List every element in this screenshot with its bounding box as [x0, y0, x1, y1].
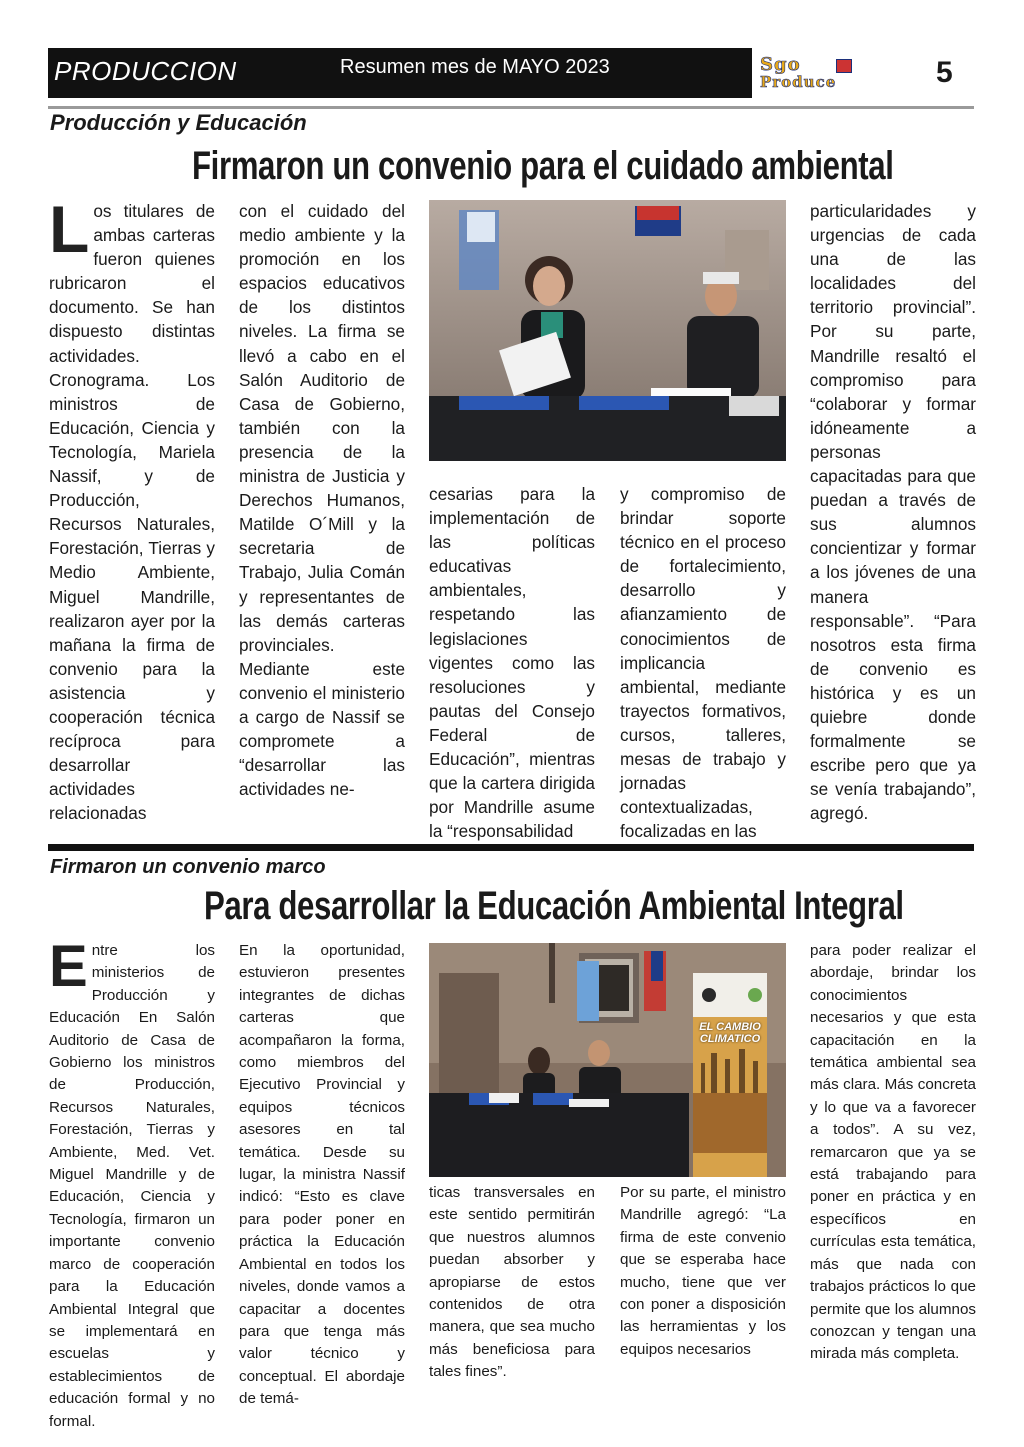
section-title: PRODUCCION — [54, 56, 237, 86]
flag-icon — [836, 59, 852, 73]
issue-summary: Resumen mes de MAYO 2023 — [340, 56, 610, 78]
page-header-bar — [48, 48, 752, 98]
article-1-col-1: Los titulares de ambas carteras fueron quienes rubricaron el documento. Se han dispuesto distintas actividades. Cronograma. Los ministros de Educación, Ciencia y Tecnología, Mariela Nassif, y de Producción, Recursos Naturales, Forestación, Tierras y Medio Ambiente, Miguel Mandrille, realizaron ayer por la mañana la firma de convenio para la asistencia y cooperación técnica recíproca para desarrollar actividades relacionadas — [49, 192, 215, 824]
article-2-photo — [429, 943, 786, 1177]
header-rule — [48, 106, 974, 109]
article-2-col-1: Entre los ministerios de Producción y Educación En Salón Auditorio de Casa de Gobierno los ministros de Producción, Recursos Naturales, Forestación, Tierras y Ambiente, Med. Vet. Miguel Mandrille y de Educación, Ciencia y Tecnología, firmaron un importante convenio marco de cooperación para la Educación Ambiental Integral que se implementará en escuelas y establecimientos de educación formal y no formal. — [49, 934, 215, 1430]
article-1-photo — [429, 200, 786, 461]
article-2-col-5: para poder realizar el abordaje, brindar los conocimientos necesarios y que esta capacitación en la temática ambiental sea más clara. Más concreta y lo que va a favorecer a todos”. A su vez, remarcaron que ya se está trabajando para poner en práctica y en específicos en currículas esta temática, más que nada con trabajos prácticos lo que permite que los alumnos conozcan y tengan una mirada más completa. — [810, 942, 976, 1363]
article-1-kicker: Producción y Educación — [50, 110, 307, 135]
page-number: 5 — [936, 56, 953, 89]
article-1-headline: Firmaron un convenio para el cuidado ambiental — [192, 144, 894, 188]
logo-line1: Sgo — [760, 54, 801, 75]
drop-cap: L — [49, 192, 90, 266]
logo-line2: Produce — [760, 73, 837, 91]
article-2-col-2: En la oportunidad, estuvieron presentes integrantes de dichas carteras que acompañaron la forma, como miembros del Ejecutivo Provincial y equipos técnicos asesores en tal temática. Desde su lugar, la ministra Nassif indicó: “Esto es clave para poder poner en práctica la Educación Ambiental en todos los niveles, donde vamos a capacitar a docentes para que tenga más valor técnico y conceptual. El abordaje de temá- — [239, 942, 405, 1408]
article-1-col-3: cesarias para la implementación de las políticas educativas ambientales, respetando las legislaciones vigentes como las resoluciones y pautas del Consejo Federal de Educación”, mientras que la cartera dirigida por Mandrille asume la “responsabilidad — [429, 484, 595, 842]
drop-cap: E — [49, 934, 88, 999]
article-2-col-3: ticas transversales en este sentido permitirán que nuestros alumnos puedan absorber y apropiarse de estos contenidos de otra manera, que sea mucho más beneficiosa para tales fines”. — [429, 1184, 595, 1381]
publication-logo — [758, 54, 908, 94]
article-1-col-4: y compromiso de brindar soporte técnico en el proceso de fortalecimiento, desarrollo y afianzamiento de conocimientos de implicancia ambiental, mediante trayectos formativos, cursos, talleres, mesas de trabajo y jornadas contextualizadas, focalizadas en las — [620, 484, 786, 842]
article-divider — [48, 844, 974, 851]
article-1-col-2: con el cuidado del medio ambiente y la promoción en los espacios educativos de los distintos niveles. La firma se llevó a cabo en el Salón Auditorio de Casa de Gobierno, también con la presencia de la ministra de Justicia y Derechos Humanos, Matilde O´Mill y la secretaria de Trabajo, Julia Comán y representantes de las demás carteras provinciales. Mediante este convenio el ministerio a cargo de Nassif se compromete a “desarrollar las actividades ne- — [239, 201, 405, 800]
article-2-kicker: Firmaron un convenio marco — [50, 856, 326, 878]
article-2-headline: Para desarrollar la Educación Ambiental Integral — [204, 884, 904, 928]
article-2-col-4: Por su parte, el ministro Mandrille agregó: “La firma de este convenio que se esperaba hace mucho, tiene que ver con poner a disposición las herramientas y los equipos necesarios — [620, 1184, 786, 1358]
banner-title: EL CAMBIO CLIMATICO — [699, 1021, 761, 1045]
article-1-col-5: particularidades y urgencias de cada una de las localidades del territorio provincial”. Por su parte, Mandrille resaltó el compromiso para “colaborar y formar idóneamente a personas capacitadas para que puedan a través de sus alumnos concientizar y formar a los jóvenes de una manera responsable”. “Para nosotros esta firma de convenio es histórica y es un quiebre donde formalmente se escribe pero que ya se venía trabajando”, agregó. — [810, 201, 976, 824]
